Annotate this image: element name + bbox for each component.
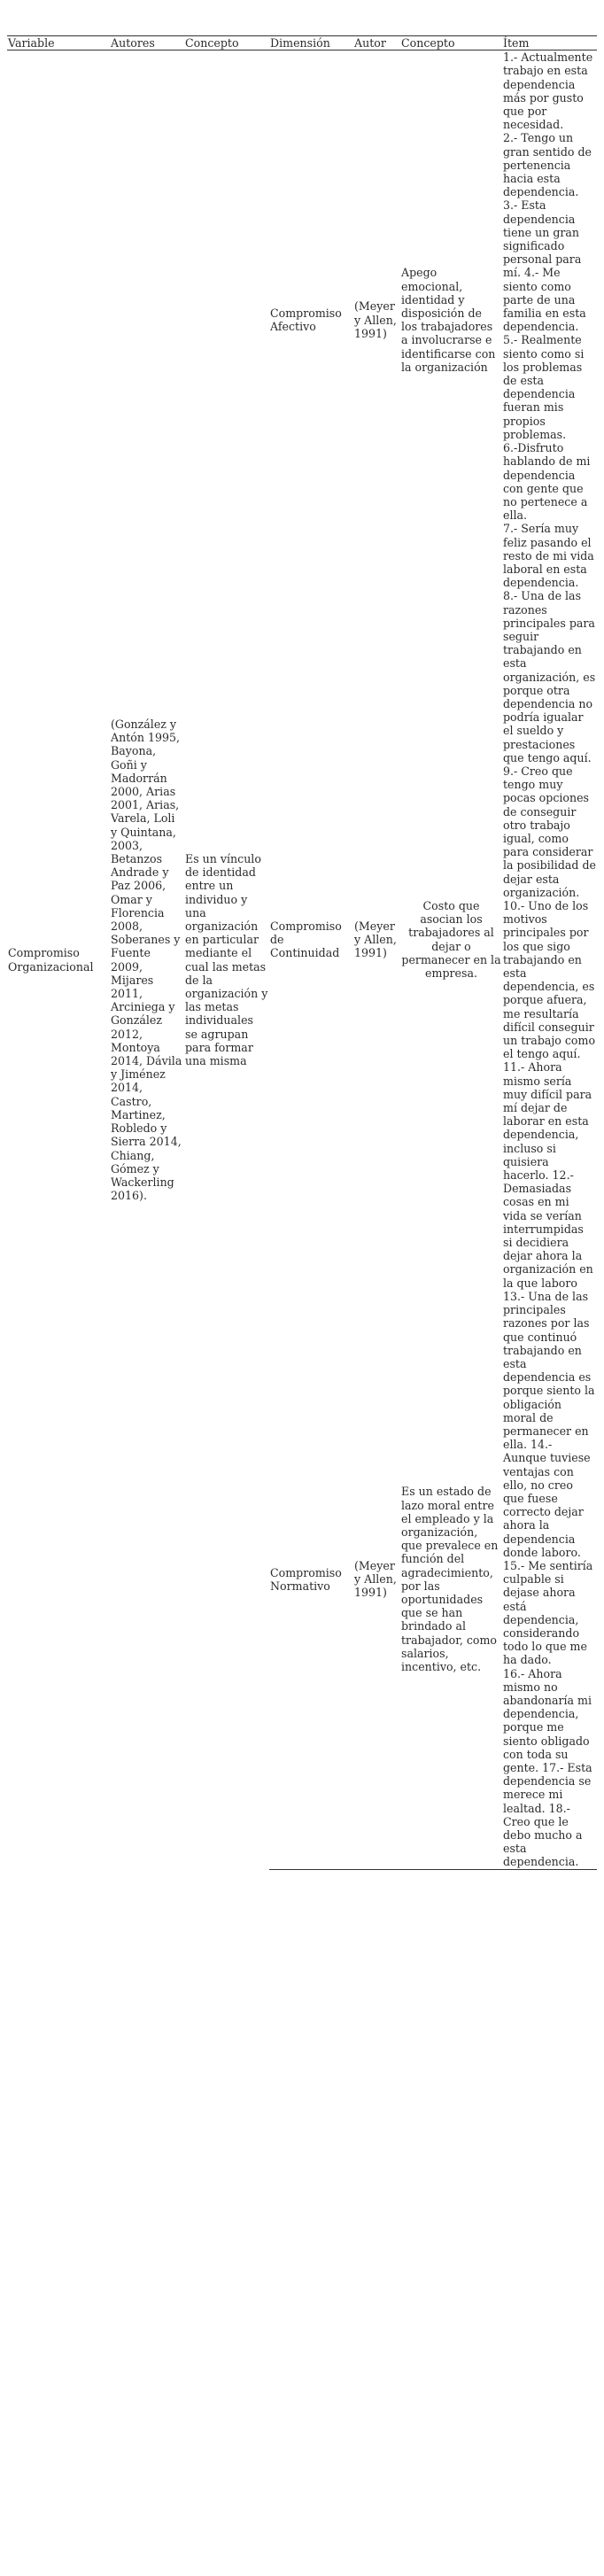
dimension-afectivo: Compromiso Afectivo: [270, 306, 342, 334]
autor-continuidad: (Meyer y Allen, 1991): [354, 919, 397, 960]
header-autor: Autor: [353, 36, 400, 50]
dimension-continuidad: Compromiso de Continuidad: [270, 919, 342, 960]
items-afectivo: [502, 50, 597, 590]
item-text: 16.- Ahora mismo no abandonaría mi dependencia, porque me siento obligado con toda su gente. 17.- Esta dependencia se merece mi lealtad. 18.- Creo que le debo mucho a esta dependencia.: [503, 1666, 592, 1869]
item-text: 6.-Disfruto hablando de mi dependencia con gente que no pertenece a ella.: [503, 441, 591, 523]
header-row: [7, 36, 597, 50]
autor-normativo: (Meyer y Allen, 1991): [353, 1290, 400, 1869]
item-text: 5.- Realmente siento como si los problemas de esta dependencia fueran mis propios problemas.: [503, 333, 585, 441]
header-item: Ítem: [502, 36, 597, 50]
item-text: 10.- Uno de los motivos principales por los que sigo trabajando en esta dependencia, es porque afuera, me resultaría difícil conseguir un trabajo como el tengo aquí.: [503, 899, 596, 1061]
item-text: 7.- Sería muy feliz pasando el resto de mi vida laboral en esta dependencia.: [503, 522, 594, 590]
concepto-variable-cell: Es un vínculo de identidad entre un individuo y una organización en particular mediante el cual las metas de la organización y las metas individuales se agrupan para formar una misma: [185, 852, 268, 1068]
concepto-continuidad: Costo que asocian los trabajadores al dejar o permanecer en la empresa.: [401, 899, 501, 981]
variables-table: [7, 35, 597, 1870]
header-variable: Variable: [7, 36, 110, 50]
autor-afectivo: (Meyer y Allen, 1991): [354, 299, 397, 340]
row-afectivo: [7, 50, 597, 590]
items-normativo: [502, 1290, 597, 1869]
items-continuidad: [502, 589, 597, 1290]
header-concepto-dimension: Concepto: [400, 36, 502, 50]
dimension-normativo: Compromiso Normativo: [269, 1290, 353, 1869]
item-text: 2.- Tengo un gran sentido de pertenencia hacia esta dependencia.: [503, 131, 592, 199]
concepto-normativo: Es un estado de lazo moral entre el empleado y la organización, que prevalece en función del agradecimiento, por las oportunidades que se han brindado al trabajador, como salarios, incentivo, etc.: [400, 1290, 502, 1869]
item-text: 8.- Una de las razones principales para seguir trabajando en esta organización, es porque otra dependencia no podría igualar el sueldo y prestaciones que tengo aquí. 9.- Creo que tengo muy pocas opciones de conseguir otro trabajo igual, como para considerar la posibilidad de dejar esta organización.: [503, 589, 596, 899]
item-text: 11.- Ahora mismo sería muy difícil para mí dejar de laborar en esta dependencia, incluso si quisiera hacerlo. 12.- Demasiadas cosas en mi vida se verían interrumpidas si decidiera dejar ahora la organización en la que laboro: [503, 1060, 593, 1290]
header-dimension: Dimensión: [269, 36, 353, 50]
header-autores: Autores: [110, 36, 184, 50]
autores-cell: (González y Antón 1995, Bayona, Goñi y Madorrán 2000, Arias 2001, Arias, Varela, Loli y Quintana, 2003, Betanzos Andrade y Paz 2006, Omar y Florencia 2008, Soberanes y Fuente 2009, Mijares 2011, Arciniega y González 2012, Montoya 2014, Dávila y Jiménez 2014, Castro, Martinez, Robledo y Sierra 2014, Chiang, Gómez y Wackerling 2016).: [111, 718, 182, 1203]
item-text: 13.- Una de las principales razones por las que continuó trabajando en esta dependencia es porque siento la obligación moral de permanecer en ella. 14.- Aunque tuviese ventajas con ello, no creo que fuese correcto dejar ahora la dependencia donde laboro. 15.- Me sentiría culpable si dejase ahora está dependencia, considerando todo lo que me ha dado.: [503, 1289, 595, 1667]
header-concepto: Concepto: [184, 36, 269, 50]
item-text: 1.- Actualmente trabajo en esta dependencia más por gusto que por necesidad.: [503, 50, 593, 132]
variable-cell: Compromiso Organizacional: [8, 946, 94, 974]
item-text: 3.- Esta dependencia tiene un gran significado personal para mí. 4.- Me siento como parte de una familia en esta dependencia.: [503, 198, 586, 334]
concepto-afectivo: Apego emocional, identidad y disposición de los trabajadores a involucrarse e identificarse con la organización: [401, 266, 496, 374]
